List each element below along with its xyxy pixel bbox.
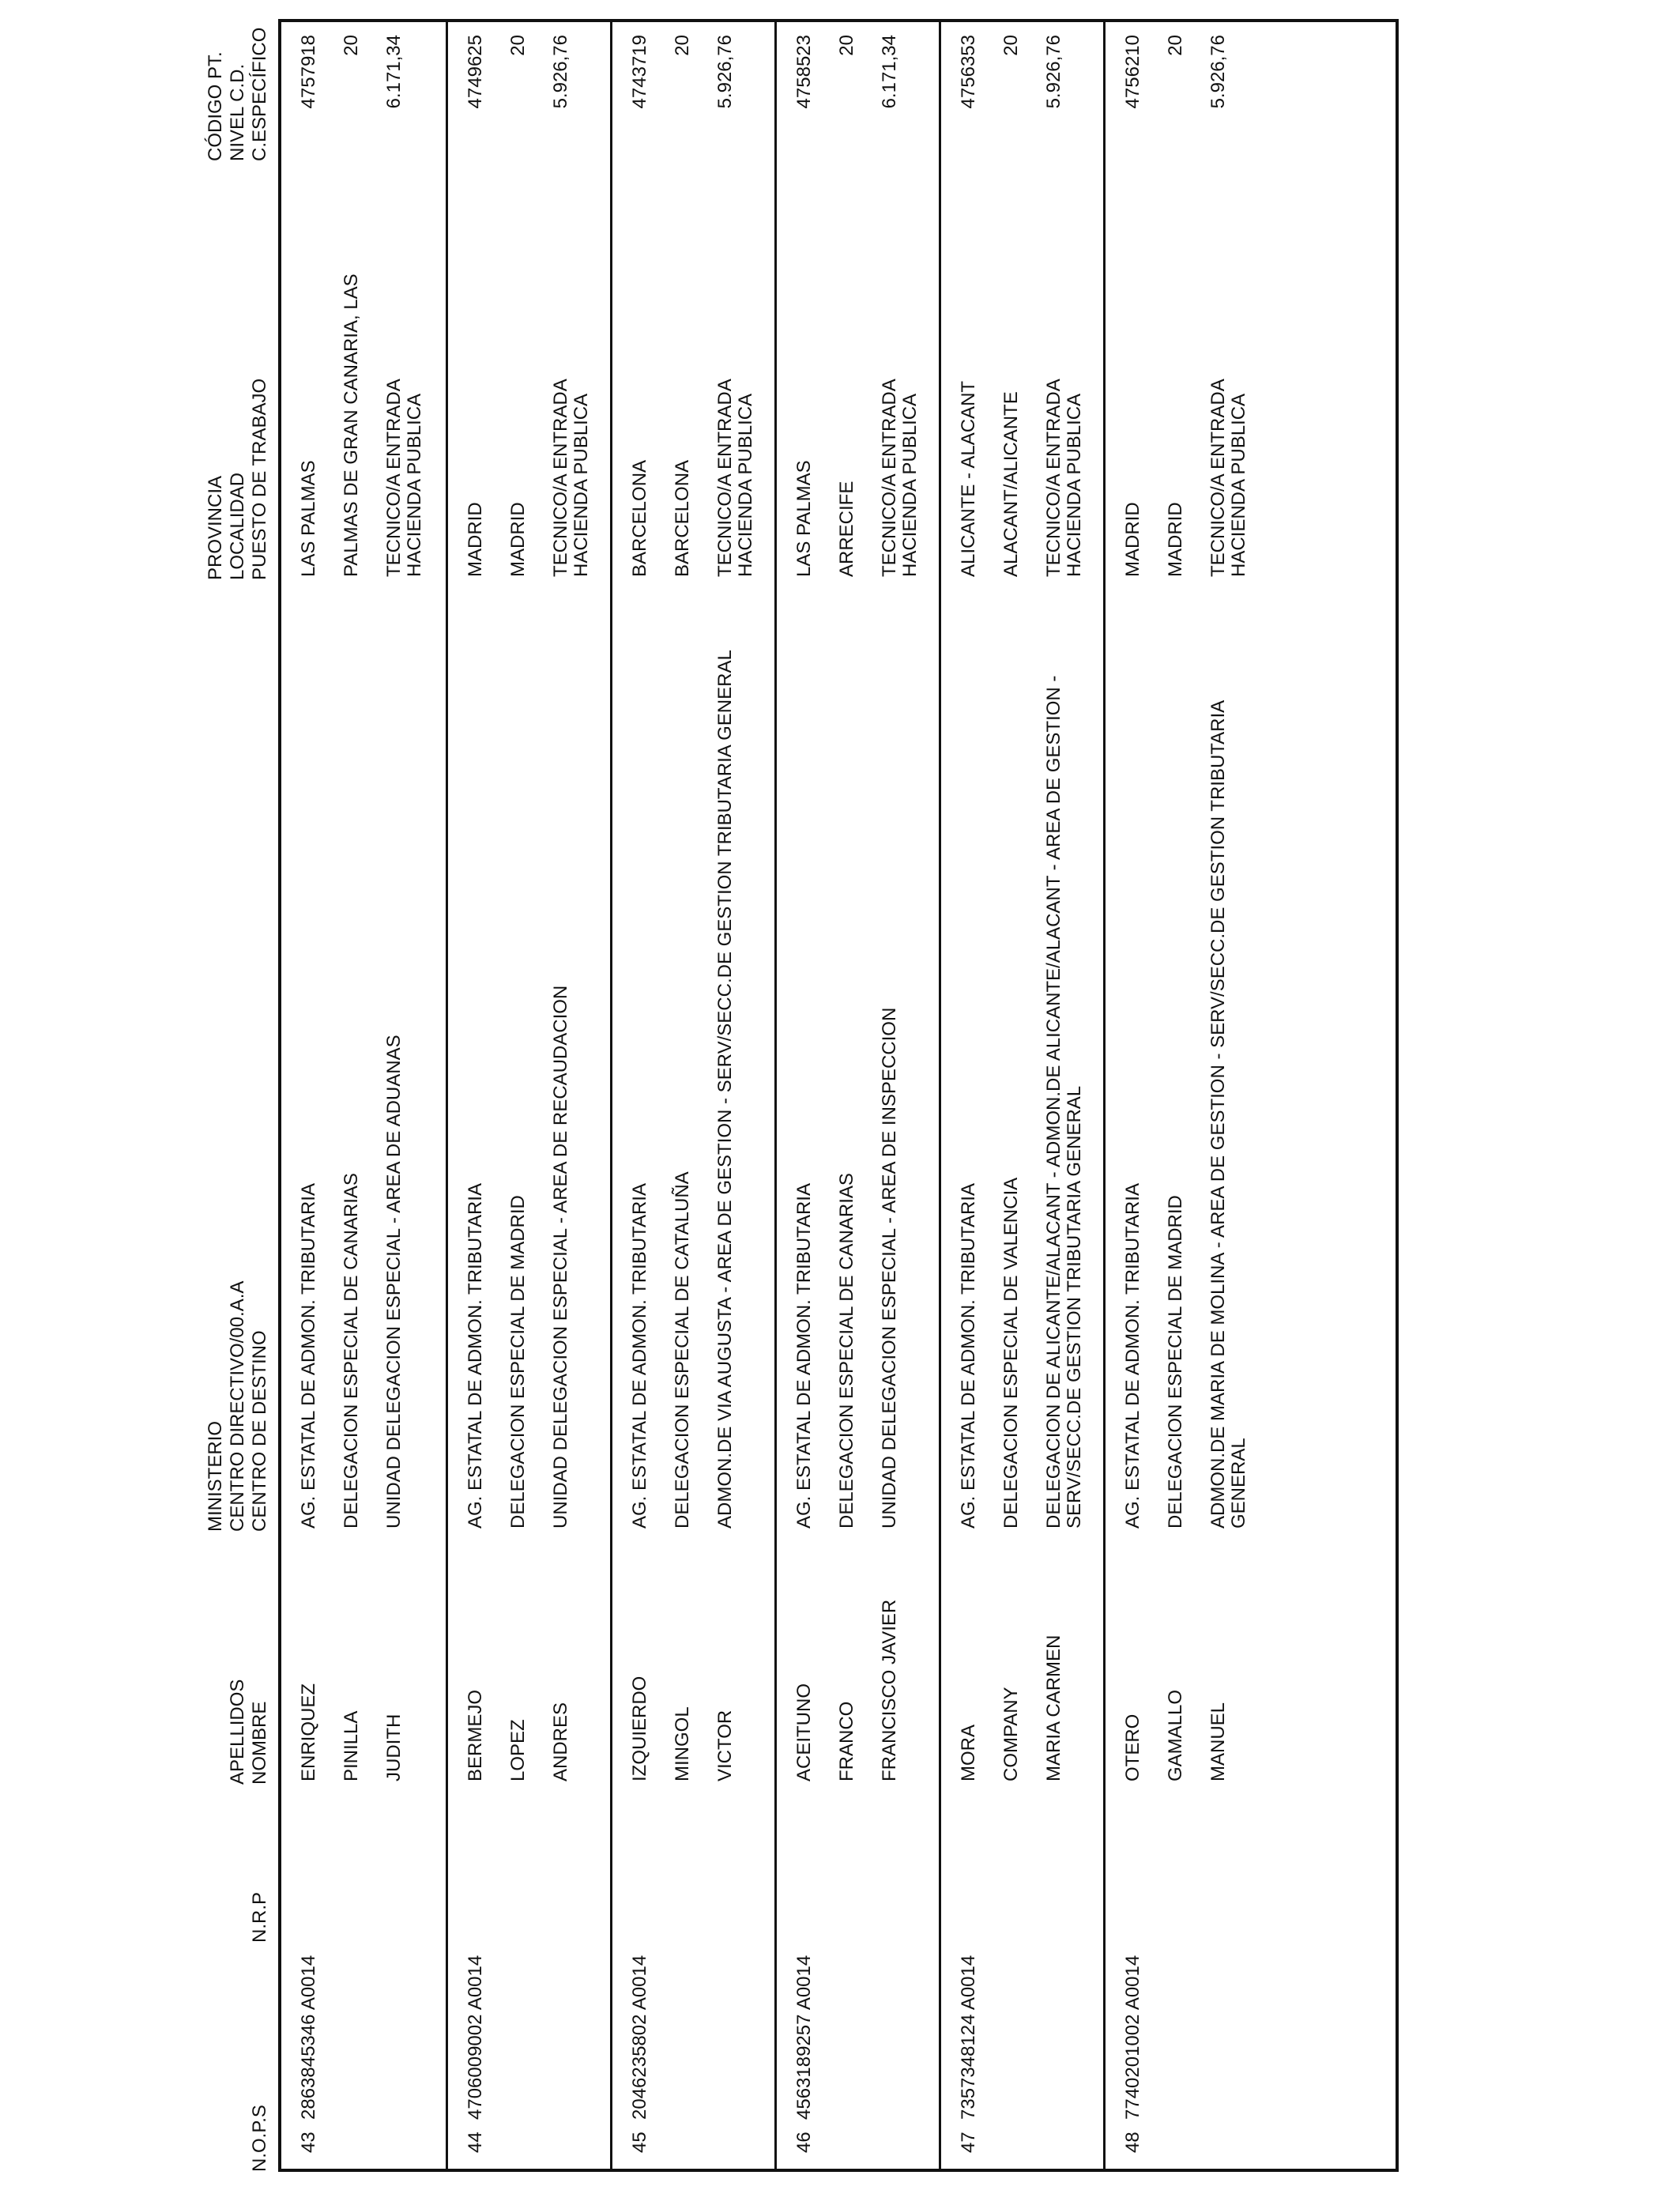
record-ministerio: AG. ESTATAL DE ADMON. TRIBUTARIA: [793, 1183, 815, 1529]
record-codigo: 4756353: [958, 35, 979, 109]
record-ministerio: AG. ESTATAL DE ADMON. TRIBUTARIA: [465, 1183, 486, 1529]
header-nivel: NIVEL C.D.: [227, 63, 248, 161]
header-codigo: CÓDIGO PT.: [205, 51, 226, 161]
header-nombre: NOMBRE: [249, 1701, 270, 1785]
record-nrp: 2863845346 A0014: [298, 1955, 319, 2120]
record-puesto: TECNICO/A ENTRADA HACIENDA PUBLICA: [1207, 379, 1249, 577]
record-centro-destino: UNIDAD DELEGACION ESPECIAL - AREA DE RECAUDACION: [550, 985, 571, 1529]
record-nivel: 20: [507, 35, 529, 56]
record-puesto: TECNICO/A ENTRADA HACIENDA PUBLICA: [1043, 379, 1085, 577]
record-provincia: BARCELONA: [629, 459, 650, 577]
record-localidad: PALMAS DE GRAN CANARIA, LAS: [341, 273, 362, 577]
record-nivel: 20: [672, 35, 693, 56]
record-codigo: 4749625: [465, 35, 486, 109]
record-row: [446, 22, 610, 2169]
record-especifico: 5.926,76: [1207, 35, 1229, 109]
record-ministerio: AG. ESTATAL DE ADMON. TRIBUTARIA: [629, 1183, 650, 1529]
record-nops: 47: [958, 2132, 979, 2153]
header-especifico: C.ESPECÍFICO: [249, 27, 270, 161]
header-nrp: N.R.P: [249, 1891, 270, 1943]
record-apellido2: GAMALLO: [1165, 1689, 1186, 1781]
record-localidad: BARCELONA: [672, 459, 693, 577]
record-apellido2: MINGOL: [672, 1706, 693, 1781]
record-localidad: MADRID: [507, 502, 529, 577]
record-localidad: ALACANT/ALICANTE: [1000, 391, 1022, 577]
record-apellido1: ACEITUNO: [793, 1683, 815, 1781]
record-centro-destino: DELEGACION DE ALICANTE/ALACANT - ADMON.DE ALICANTE/ALACANT - AREA DE GESTION - SERV/SECC.DE GESTION TRIBUTARIA GENERAL: [1043, 675, 1085, 1529]
record-apellido1: IZQUIERDO: [629, 1676, 650, 1781]
record-apellido2: COMPANY: [1000, 1687, 1022, 1781]
header-apellidos: APELLIDOS: [227, 1679, 248, 1785]
record-ministerio: AG. ESTATAL DE ADMON. TRIBUTARIA: [958, 1183, 979, 1529]
record-nombre: MANUEL: [1207, 1702, 1229, 1781]
record-nrp: 7740201002 A0014: [1122, 1955, 1143, 2120]
record-especifico: 6.171,34: [879, 35, 900, 109]
records-table: [278, 19, 1399, 2172]
record-centro-directivo: DELEGACION ESPECIAL DE MADRID: [507, 1195, 529, 1529]
record-centro-directivo: DELEGACION ESPECIAL DE MADRID: [1165, 1195, 1186, 1529]
record-nops: 48: [1122, 2132, 1143, 2153]
record-especifico: 5.926,76: [550, 35, 571, 109]
record-centro-directivo: DELEGACION ESPECIAL DE CATALUÑA: [672, 1171, 693, 1529]
record-provincia: ALICANTE - ALACANT: [958, 380, 979, 577]
record-nombre: ANDRES: [550, 1702, 571, 1781]
column-headers: [0, 0, 269, 2194]
record-apellido2: FRANCO: [836, 1701, 857, 1781]
record-row: [610, 22, 774, 2169]
record-codigo: 4756210: [1122, 35, 1143, 109]
record-row: [281, 22, 446, 2169]
record-nrp: 4563189257 A0014: [793, 1955, 815, 2120]
header-puesto: PUESTO DE TRABAJO: [249, 378, 270, 580]
record-especifico: 5.926,76: [714, 35, 736, 109]
record-nivel: 20: [341, 35, 362, 56]
record-nombre: VICTOR: [714, 1710, 736, 1781]
header-ministerio: MINISTERIO: [205, 1420, 226, 1532]
record-provincia: MADRID: [1122, 502, 1143, 577]
header-centro-directivo: CENTRO DIRECTIVO/00.A.A: [227, 1280, 248, 1532]
record-apellido2: PINILLA: [341, 1710, 362, 1781]
header-provincia: PROVINCIA: [205, 475, 226, 580]
record-nops: 43: [298, 2132, 319, 2153]
record-especifico: 6.171,34: [383, 35, 405, 109]
record-apellido1: ENRIQUEZ: [298, 1683, 319, 1781]
record-centro-directivo: DELEGACION ESPECIAL DE CANARIAS: [836, 1173, 857, 1529]
record-localidad: MADRID: [1165, 502, 1186, 577]
record-nivel: 20: [1000, 35, 1022, 56]
record-centro-destino: ADMON.DE VIA AUGUSTA - AREA DE GESTION - SERV/SECC.DE GESTION TRIBUTARIA GENERAL: [714, 650, 736, 1529]
record-apellido1: BERMEJO: [465, 1689, 486, 1781]
record-codigo: 4743719: [629, 35, 650, 109]
record-provincia: MADRID: [465, 502, 486, 577]
record-apellido1: OTERO: [1122, 1713, 1143, 1781]
record-ministerio: AG. ESTATAL DE ADMON. TRIBUTARIA: [298, 1183, 319, 1529]
record-puesto: TECNICO/A ENTRADA HACIENDA PUBLICA: [879, 379, 921, 577]
header-localidad: LOCALIDAD: [227, 472, 248, 580]
record-centro-destino: ADMON.DE MARIA DE MOLINA - AREA DE GESTION - SERV/SECC.DE GESTION TRIBUTARIA GENERAL: [1207, 701, 1249, 1529]
record-nombre: JUDITH: [383, 1713, 405, 1781]
record-centro-destino: UNIDAD DELEGACION ESPECIAL - AREA DE ADUANAS: [383, 1035, 405, 1529]
record-nrp: 7357348124 A0014: [958, 1955, 979, 2120]
record-row: [1103, 22, 1396, 2169]
record-puesto: TECNICO/A ENTRADA HACIENDA PUBLICA: [383, 379, 425, 577]
record-codigo: 4758523: [793, 35, 815, 109]
record-apellido1: MORA: [958, 1725, 979, 1781]
header-centro-destino: CENTRO DE DESTINO: [249, 1330, 270, 1532]
record-nivel: 20: [836, 35, 857, 56]
record-nombre: MARIA CARMEN: [1043, 1634, 1064, 1781]
record-nrp: 2046235802 A0014: [629, 1955, 650, 2120]
record-row: [774, 22, 939, 2169]
record-nrp: 4706009002 A0014: [465, 1955, 486, 2120]
header-nops: N.O.P.S: [249, 2105, 270, 2172]
record-nops: 44: [465, 2132, 486, 2153]
record-nivel: 20: [1165, 35, 1186, 56]
record-provincia: LAS PALMAS: [298, 460, 319, 577]
record-centro-directivo: DELEGACION ESPECIAL DE VALENCIA: [1000, 1177, 1022, 1529]
record-ministerio: AG. ESTATAL DE ADMON. TRIBUTARIA: [1122, 1183, 1143, 1529]
record-codigo: 4757918: [298, 35, 319, 109]
record-centro-destino: UNIDAD DELEGACION ESPECIAL - AREA DE INSPECCION: [879, 1007, 900, 1529]
record-nops: 45: [629, 2132, 650, 2153]
record-nombre: FRANCISCO JAVIER: [879, 1599, 900, 1781]
record-localidad: ARRECIFE: [836, 481, 857, 577]
record-puesto: TECNICO/A ENTRADA HACIENDA PUBLICA: [550, 379, 592, 577]
record-apellido2: LOPEZ: [507, 1719, 529, 1781]
record-row: [939, 22, 1103, 2169]
record-centro-directivo: DELEGACION ESPECIAL DE CANARIAS: [341, 1173, 362, 1529]
record-especifico: 5.926,76: [1043, 35, 1064, 109]
record-provincia: LAS PALMAS: [793, 460, 815, 577]
record-puesto: TECNICO/A ENTRADA HACIENDA PUBLICA: [714, 379, 756, 577]
record-nops: 46: [793, 2132, 815, 2153]
